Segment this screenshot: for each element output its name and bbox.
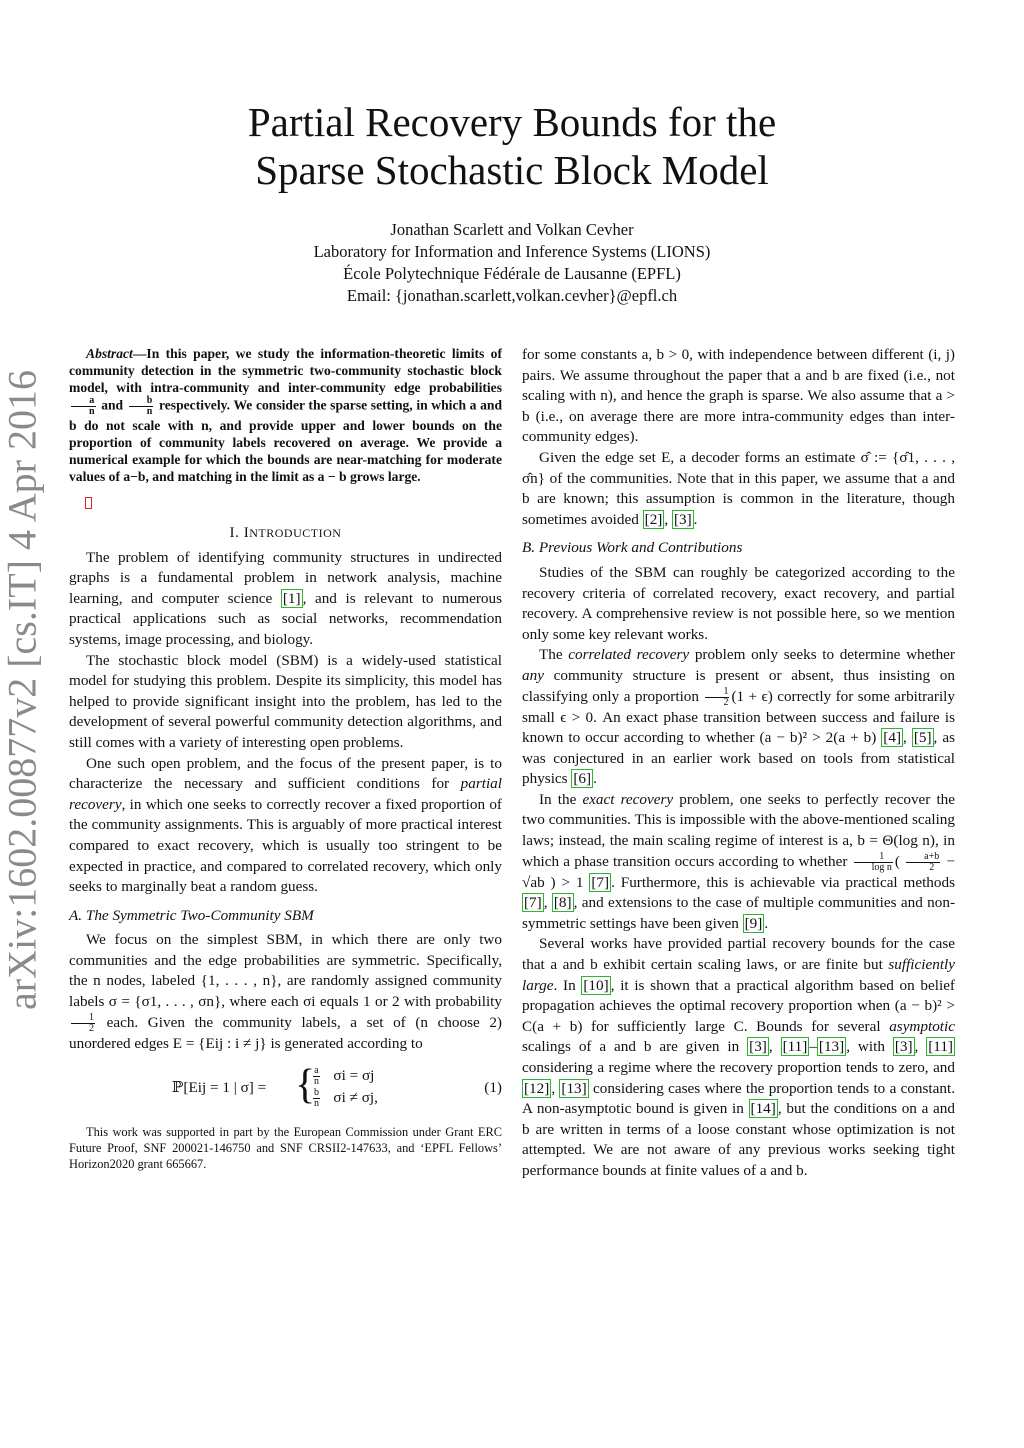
subsection-b-paragraph-4: Several works have provided partial recovery bounds for the case that a and b exhibit certain scaling laws, or are finite but sufficiently large. In [10] , it is shown that a practical algorithm based on belief propagation achieves the optimal recovery proportion when (a − b)² > C(a + b) for sufficiently large C. Bounds for several asymptotic scalings of a and b are given in [3] , [11] – [13] , with [3] , [11] considering a regime where the recovery proportion tends to zero, and [12] , [13] considering cases where the proportion tends to a constant. A non-asymptotic bound is given in [14] , but the conditions on a and b are written in terms of a loose constant whose optimization is not attempted. We are not aware of any previous works seeking tight performance bounds at finite values of a and b. — [522, 935, 956, 1179]
right-column — [522, 345, 955, 1182]
citation-link[interactable]: [12] — [524, 1079, 550, 1097]
equation-lhs: ℙ[Eij = 1 | σ] = — [172, 1079, 267, 1097]
title-line-2: Sparse Stochastic Block Model — [255, 147, 769, 193]
subsection-b-paragraph-1: Studies of the SBM can roughly be categorized according to the recovery criteria of correlated recovery, exact recovery, and partial recovery. A comprehensive review is not possible here, so we mention only some key relevant works. — [522, 563, 955, 643]
citation-link[interactable]: [8] — [553, 894, 572, 912]
footnote — [69, 1124, 502, 1172]
right-paragraph-1: for some constants a, b > 0, with independence between different (i, j) pairs. We assume throughout the paper that a and b are fixed (i.e., not scaling with n), and hence the graph is sparse. We also assume that a > b (i.e., on average there are more intra-community edges than inter-community edges). — [522, 346, 955, 446]
citation-link[interactable]: [10] — [583, 976, 609, 994]
subsection-heading-b: B. Previous Work and Contributions — [522, 539, 743, 557]
frac-one-half: $\frac{1}{2}$ — [71, 1013, 95, 1034]
author-block — [0, 219, 1024, 307]
citation-link[interactable]: [4] — [883, 729, 902, 747]
citation-link[interactable]: [3] — [749, 1038, 767, 1056]
arxiv-stamp-text: arXiv:1602.00877v2 [cs.IT] 4 Apr 2016 — [0, 370, 45, 1010]
citation-link[interactable]: [3] — [673, 510, 692, 528]
citation-link[interactable]: [7] — [591, 873, 610, 891]
title-line-1: Partial Recovery Bounds for the — [247, 99, 777, 145]
equation-1 — [69, 1064, 502, 1114]
footnote-text: This work was supported in part by the European Commission under Grant ERC Future Proof, SNF 200021-146750 and SNF CRSII2-147633, and ‘EPFL Fellows’ Horizon2020 grant 665667. — [69, 1125, 502, 1172]
intro-paragraph-1: The problem of identifying community structures in undirected graphs is a fundamental problem in network analysis, machine learning, and computer science [1] , and is relevant to numerous practical applications such as social networks, recommendation systems, image processing, and biology. — [69, 548, 502, 648]
equation-case-2: $\frac{b}{n}$ σi ≠ σj, — [314, 1087, 378, 1110]
citation-link[interactable]: [1] — [282, 589, 301, 607]
subsection-b-paragraph-2: The correlated recovery problem only seeks to determine whether any community structure is present or absent, thus insisting on classifying only a proportion $\frac{1}{2}$ (1 + ϵ) correctly for some arbitrarily small ϵ > 0. An exact phase transition between success and failure is known to occur according to whether (a − b)² > 2(a + b) [4] , [5] , as was conjectured in an earlier work based on tools from statistical physics [6] . — [522, 646, 956, 788]
citation-link[interactable]: [6] — [573, 770, 592, 788]
citation-link[interactable]: [5] — [913, 729, 932, 747]
paper-title — [0, 98, 1024, 194]
citation-link[interactable]: [11] — [782, 1038, 808, 1056]
annotation-marker-icon[interactable] — [85, 497, 92, 509]
citation-link[interactable]: [11] — [928, 1038, 953, 1056]
intro-paragraph-3: One such open problem, and the focus of the present paper, is to characterize the necessary and sufficient conditions for partial recovery, in which one seeks to correctly recover a fixed proportion of the community assignments. This is arguably of more practical interest compared to exact recovery, which is usually too stringent to be expected in practice, and compared to correlated recovery, which only seeks to marginally beat a random guess. — [69, 754, 502, 896]
citation-link[interactable]: [14] — [750, 1100, 776, 1118]
frac-a-over-n: $\frac{a}{n}$ — [71, 396, 96, 417]
abstract-label: Abstract — [86, 346, 133, 361]
citation-link[interactable]: [9] — [744, 914, 763, 932]
subsection-heading-a: A. The Symmetric Two-Community SBM — [69, 906, 314, 924]
author-email: Email: {jonathan.scarlett,volkan.cevher}@epfl.ch — [346, 286, 678, 305]
citation-link[interactable]: [13] — [561, 1079, 587, 1097]
subsection-a-paragraph: We focus on the simplest SBM, in which there are only two communities and the edge probabilities are symmetric. Specifically, the n nodes, labeled {1, . . . , n}, are randomly assigned community labels σ = {σ1, . . . , σn}, where each σi equals 1 or 2 with probability $\frac{1}{2}$ each. Given the community labels, a set of (n choose 2) unordered edges E = {Eij : i ≠ j} is generated according to — [69, 931, 502, 1052]
section-heading-introduction: I. INTRODUCTION — [229, 524, 342, 541]
intro-paragraph-2: The stochastic block model (SBM) is a widely-used statistical model for studying this problem. Despite its simplicity, this model has helped to provide significant insight into the problem, has led to the development of several powerful community detection algorithms, and still comes with a variety of interesting open problems. — [69, 651, 502, 751]
left-column — [69, 345, 502, 1172]
affiliation-school: École Polytechnique Fédérale de Lausanne (EPFL) — [343, 264, 681, 283]
right-paragraph-2: Given the edge set E, a decoder forms an estimate σ̂ := {σ̂1, . . . , σ̂n} of the communities. Note that in this paper, we assume that a and b are known; this assumption is common in the literature, though sometimes avoided [2] , [3] . — [522, 448, 955, 528]
citation-link[interactable]: [2] — [644, 510, 663, 528]
citation-link[interactable]: [7] — [524, 894, 542, 912]
frac-b-over-n: $\frac{b}{n}$ — [129, 396, 154, 417]
author-names: Jonathan Scarlett and Volkan Cevher — [390, 220, 634, 239]
citation-link[interactable]: [3] — [894, 1038, 913, 1056]
abstract: Abstract—In this paper, we study the information-theoretic limits of community detection in the symmetric two-community stochastic block model, with intra-community and inter-community edge probabilities $\frac{a}{n}$ and $\frac{b}{n}$ respectively. We consider the sparse setting, in which a and b do not scale with n, and provide upper and lower bounds on the proportion of community labels recovered on average. We provide a numerical example for which the bounds are near-matching for moderate values of a−b, and matching in the limit as a − b grows large. — [69, 346, 503, 484]
equation-case-1: $\frac{a}{n}$ σi = σj — [314, 1065, 375, 1088]
equation-brace: { — [295, 1062, 316, 1109]
subsection-b-paragraph-3: In the exact recovery problem, one seeks to perfectly recover the two communities. This is impossible with the above-mentioned scaling laws; instead, the main scaling regime of interest is a, b = Θ(log n), in which a phase transition occurs according to whether $\frac{1}{\text{log n}}$ ( $\frac{a+b}{2}$ − √ab ) > 1 [7] . Furthermore, this is achievable via practical methods [7] , [8] , and extensions to the case of multiple communities and non-symmetric settings have been given [9] . — [522, 790, 955, 932]
affiliation-lab: Laboratory for Information and Inference Systems (LIONS) — [313, 242, 711, 261]
equation-number: (1) — [484, 1079, 502, 1097]
citation-link[interactable]: [13] — [818, 1038, 845, 1056]
